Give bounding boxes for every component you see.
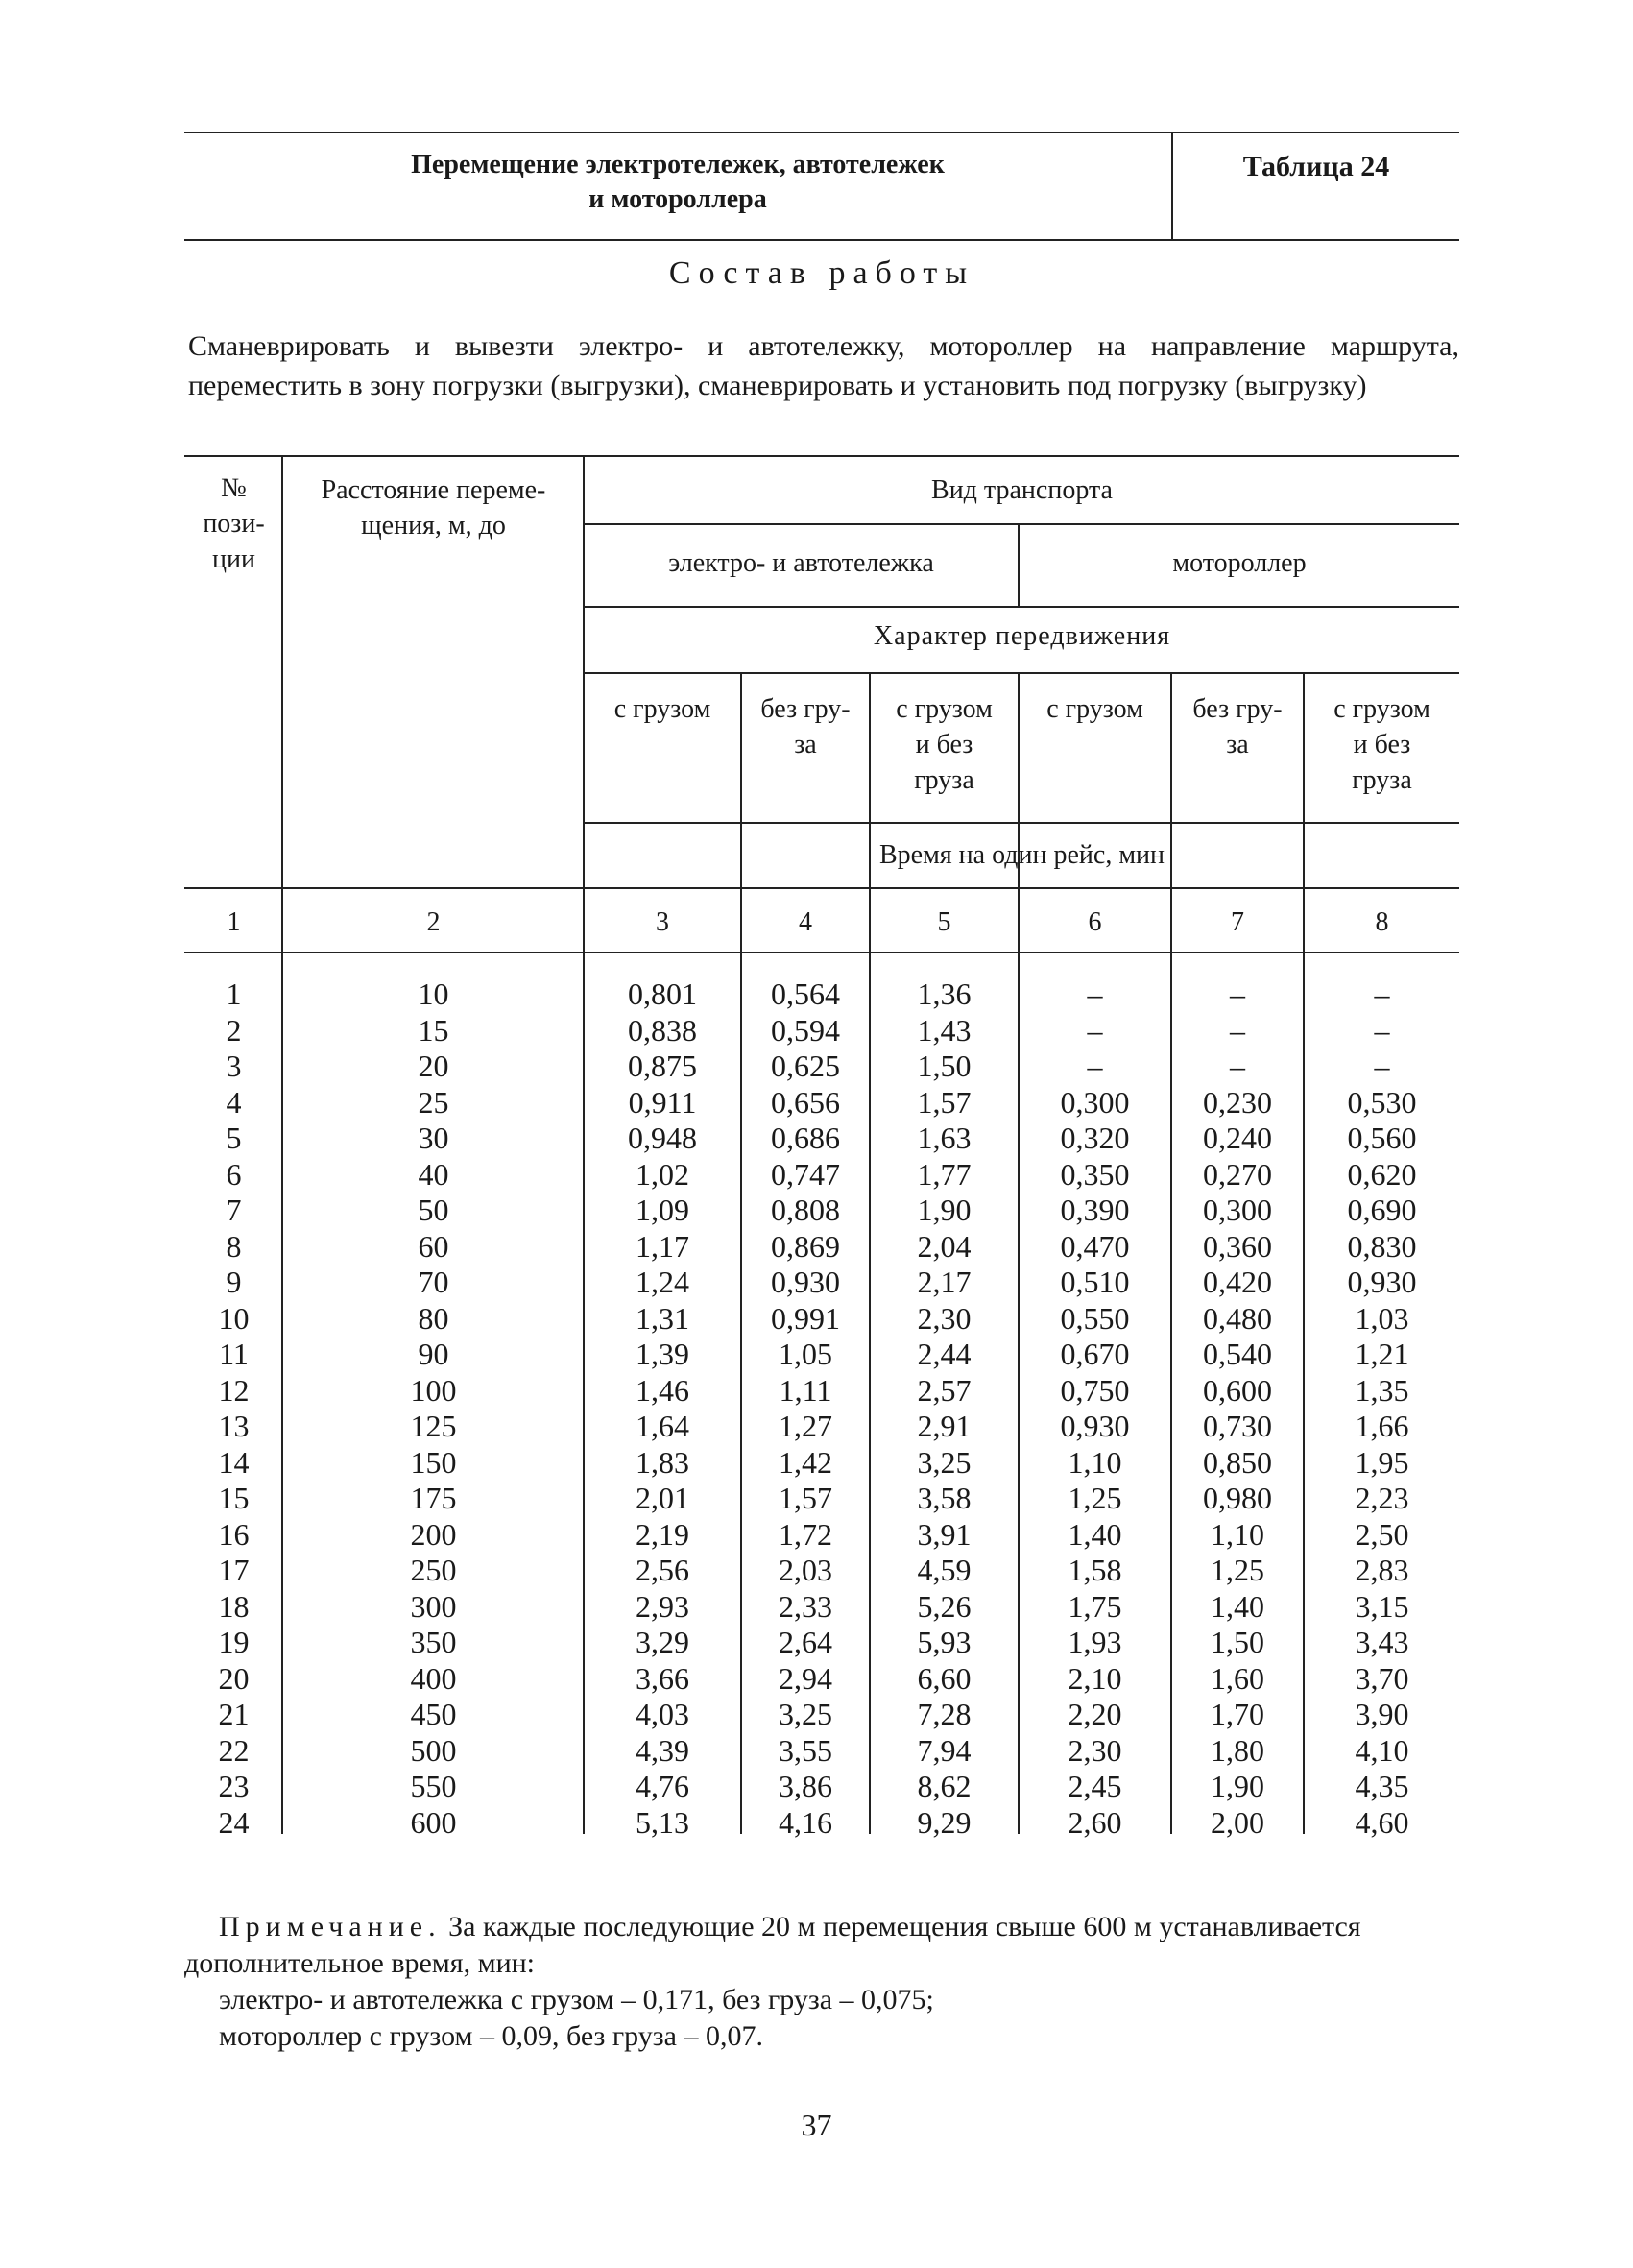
- table-cell: 22: [218, 1732, 250, 1768]
- table-cell: 5,13: [636, 1804, 689, 1840]
- table-cell: 1,40: [1068, 1516, 1122, 1552]
- table-cell: 14: [218, 1444, 250, 1480]
- table-cell: 1,77: [917, 1156, 972, 1192]
- table-cell: 5,26: [917, 1588, 972, 1624]
- table-cell: 0,480: [1203, 1300, 1272, 1336]
- table-cell: 1,31: [636, 1300, 689, 1336]
- table-cell: 2,83: [1355, 1553, 1409, 1587]
- table-cell: 175: [410, 1481, 457, 1515]
- table-cell: 150: [410, 1444, 457, 1480]
- table-cell: 19: [218, 1625, 250, 1659]
- table-cell: 1,70: [1211, 1697, 1264, 1731]
- table-cell: 17: [218, 1553, 250, 1587]
- table-cell: 0,230: [1203, 1084, 1272, 1120]
- table-cell: 90: [418, 1337, 449, 1371]
- table-cell: 1,03: [1355, 1300, 1409, 1336]
- table-cell: 3,55: [779, 1732, 832, 1768]
- table-cell: 2,94: [779, 1660, 832, 1696]
- table-cell: 0,550: [1060, 1300, 1130, 1336]
- table-cell: 250: [410, 1553, 457, 1587]
- footnote-moto: мотороллер с грузом – 0,09, без груза – 0,07.: [219, 2020, 763, 2052]
- header-transport-type: Вид транспорта: [931, 475, 1113, 505]
- table-cell: 10: [418, 977, 449, 1011]
- subheader-line: груза: [1352, 765, 1412, 795]
- table-cell: 0,930: [1060, 1409, 1130, 1443]
- table-cell: 40: [418, 1156, 449, 1192]
- table-cell: 16: [218, 1516, 250, 1552]
- table-cell: 2,10: [1068, 1660, 1122, 1696]
- subheader-line: без гру-: [1192, 694, 1283, 724]
- table-cell: 5: [226, 1121, 242, 1155]
- table-cell: 3,66: [636, 1660, 689, 1696]
- rule-under-character: [584, 672, 1459, 674]
- table-cell: 0,656: [771, 1084, 840, 1120]
- table-cell: 0,270: [1203, 1156, 1272, 1192]
- table-cell: 1,40: [1211, 1588, 1264, 1624]
- table-cell: 1,83: [636, 1444, 689, 1480]
- subheader-line: с грузом: [1333, 694, 1430, 724]
- table-cell: 1,93: [1068, 1625, 1122, 1659]
- rule-under-groups: [584, 606, 1459, 608]
- header-position-line: пози-: [203, 509, 265, 539]
- table-cell: 0,930: [1347, 1265, 1417, 1299]
- table-cell: 3,29: [636, 1625, 689, 1659]
- header-movement-character: Характер передвижения: [873, 621, 1171, 651]
- footnote-main: [184, 1909, 1459, 1982]
- table-cell: 0,390: [1060, 1193, 1130, 1227]
- table-cell: 3,70: [1355, 1660, 1409, 1696]
- column-number: 5: [937, 907, 951, 937]
- page-number: 37: [801, 2108, 832, 2142]
- table-cell: –: [1230, 1012, 1245, 1048]
- table-cell: 4,39: [636, 1732, 689, 1768]
- table-cell: 1,90: [1211, 1769, 1264, 1803]
- table-cell: 2,17: [917, 1265, 972, 1299]
- header-time-per-trip: Время на один рейс, мин: [878, 840, 1165, 870]
- header-position-line: ции: [212, 544, 255, 574]
- table-cell: 1,72: [779, 1516, 832, 1552]
- subheader-line: с грузом: [1046, 694, 1143, 724]
- table-cell: 3: [226, 1049, 242, 1083]
- table-cell: 0,350: [1060, 1156, 1130, 1192]
- table-cell: 0,420: [1203, 1265, 1272, 1299]
- table-cell: 0,300: [1060, 1084, 1130, 1120]
- table-cell: 7,94: [917, 1732, 972, 1768]
- table-cell: 9: [226, 1265, 242, 1299]
- column-number: 7: [1231, 907, 1244, 937]
- subheader-line: с грузом: [613, 694, 711, 724]
- table-cell: 2,23: [1355, 1481, 1409, 1515]
- table-cell: 2,00: [1211, 1804, 1264, 1840]
- footnote-electro: электро- и автотележка с грузом – 0,171, без груза – 0,075;: [219, 1984, 934, 2015]
- subheader-line: с грузом: [896, 694, 993, 724]
- table-cell: 3,43: [1355, 1625, 1409, 1659]
- table-cell: 0,240: [1203, 1121, 1272, 1155]
- table-cell: 2,19: [636, 1516, 689, 1552]
- table-cell: –: [1087, 1049, 1103, 1083]
- table-cell: 0,830: [1347, 1228, 1417, 1264]
- table-cell: 0,594: [771, 1012, 840, 1048]
- table-cell: 1,90: [917, 1193, 972, 1227]
- table-cell: 1,39: [636, 1337, 689, 1371]
- table-cell: 450: [410, 1697, 457, 1731]
- table-cell: 0,300: [1203, 1193, 1272, 1227]
- table-cell: 13: [218, 1409, 250, 1443]
- table-cell: 4,59: [917, 1553, 972, 1587]
- table-cell: 10: [218, 1300, 250, 1336]
- table-cell: 300: [410, 1588, 457, 1624]
- table-cell: 8,62: [917, 1769, 972, 1803]
- table-cell: 0,730: [1203, 1409, 1272, 1443]
- table-cell: –: [1374, 1012, 1390, 1048]
- table-cell: 3,90: [1355, 1697, 1409, 1731]
- table-cell: 2,30: [917, 1300, 972, 1336]
- table-cell: 0,875: [628, 1049, 697, 1083]
- table-cell: 30: [418, 1121, 449, 1155]
- table-cell: 2,44: [917, 1337, 972, 1371]
- subheader-line: и без: [915, 730, 973, 760]
- column-number: 3: [656, 907, 669, 937]
- table-cell: 1,25: [1068, 1481, 1122, 1515]
- table-cell: 1,95: [1355, 1444, 1409, 1480]
- table-cell: 7,28: [917, 1697, 972, 1731]
- subheader-col4: [742, 691, 869, 762]
- table-cell: 9,29: [917, 1804, 972, 1840]
- table-cell: 1,57: [779, 1481, 832, 1515]
- table-heading-line1: Перемещение электротележек, автотележек: [411, 150, 945, 180]
- table-cell: 1,75: [1068, 1588, 1122, 1624]
- header-divider: [1171, 132, 1173, 240]
- table-cell: 20: [218, 1660, 250, 1696]
- subheader-col6: [1020, 691, 1170, 727]
- table-cell: 4,16: [779, 1804, 832, 1840]
- table-cell: 1,43: [917, 1012, 972, 1048]
- table-cell: 1,60: [1211, 1660, 1264, 1696]
- table-cell: 0,930: [771, 1265, 840, 1299]
- table-cell: –: [1230, 1049, 1245, 1083]
- table-cell: 1,02: [636, 1156, 689, 1192]
- intro-text: Сманеврировать и вывезти электро- и автотележку, мотороллер на направление маршрута, переместить в зону погрузки (выгрузки), сманеврировать и установить под погрузку (выгрузку): [188, 330, 1459, 401]
- header-position-number: [186, 470, 281, 577]
- table-cell: 8: [226, 1228, 242, 1264]
- table-cell: 4,10: [1355, 1732, 1409, 1768]
- table-cell: 1,42: [779, 1444, 832, 1480]
- table-cell: 1,17: [636, 1228, 689, 1264]
- table-cell: 2: [226, 1012, 242, 1048]
- table-cell: 0,838: [628, 1012, 697, 1048]
- table-cell: 1,80: [1211, 1732, 1264, 1768]
- table-cell: 0,991: [771, 1300, 840, 1336]
- table-cell: 20: [418, 1049, 449, 1083]
- table-cell: 1,46: [636, 1372, 689, 1408]
- table-cell: 0,747: [771, 1156, 840, 1192]
- table-cell: 1,11: [779, 1372, 832, 1408]
- rule-under-subheaders: [584, 822, 1459, 824]
- table-cell: 0,620: [1347, 1156, 1417, 1192]
- table-cell: 18: [218, 1588, 250, 1624]
- table-cell: 1,27: [779, 1409, 832, 1443]
- footnote-text: За каждые последующие 20 м перемещения свыше 600 м устанавливается дополнительное время, мин:: [184, 1911, 1361, 1979]
- column-number: 4: [799, 907, 812, 937]
- table-cell: 2,20: [1068, 1697, 1122, 1731]
- header-position-line: №: [221, 473, 247, 503]
- table-cell: 0,869: [771, 1228, 840, 1264]
- table-cell: 7: [226, 1193, 242, 1227]
- footnote: [184, 1909, 1459, 2055]
- subheader-line: за: [794, 730, 817, 760]
- table-cell: 1: [226, 977, 242, 1011]
- table-cell: 0,808: [771, 1193, 840, 1227]
- table-cell: 0,510: [1060, 1265, 1130, 1299]
- footnote-label: Примечание.: [219, 1911, 442, 1942]
- table-cell: 4: [226, 1084, 242, 1120]
- table-cell: 6,60: [917, 1660, 972, 1696]
- table-cell: 3,15: [1355, 1588, 1409, 1624]
- table-cell: 1,10: [1068, 1444, 1122, 1480]
- table-cell: 21: [218, 1697, 250, 1731]
- table-cell: –: [1230, 977, 1245, 1011]
- table-cell: 12: [218, 1372, 250, 1408]
- table-cell: –: [1087, 977, 1103, 1011]
- vrule-col1: [281, 455, 283, 1834]
- table-cell: 2,64: [779, 1625, 832, 1659]
- table-cell: 0,540: [1203, 1337, 1272, 1371]
- column-number: 2: [426, 907, 441, 937]
- table-cell: 0,360: [1203, 1228, 1272, 1264]
- table-cell: 60: [418, 1228, 449, 1264]
- table-cell: 25: [418, 1084, 449, 1120]
- table-cell: 15: [418, 1012, 449, 1048]
- column-number: 1: [227, 907, 241, 937]
- table-cell: 2,45: [1068, 1769, 1122, 1803]
- table-cell: 500: [410, 1732, 457, 1768]
- table-cell: 1,24: [636, 1265, 689, 1299]
- subheader-line: без гру-: [760, 694, 851, 724]
- table-cell: 0,850: [1203, 1444, 1272, 1480]
- table-cell: 1,57: [917, 1084, 972, 1120]
- table-cell: 2,04: [917, 1228, 972, 1264]
- header-group-electro: электро- и автотележка: [668, 548, 934, 578]
- rule-under-header: [184, 887, 1459, 889]
- table-cell: 1,09: [636, 1193, 689, 1227]
- table-cell: 1,05: [779, 1337, 832, 1371]
- table-cell: 3,58: [917, 1481, 972, 1515]
- table-cell: 1,58: [1068, 1553, 1122, 1587]
- table-cell: 24: [218, 1804, 250, 1840]
- table-cell: 0,686: [771, 1121, 840, 1155]
- table-cell: 4,35: [1355, 1769, 1409, 1803]
- table-cell: –: [1087, 1012, 1103, 1048]
- subheader-col5: [871, 691, 1018, 798]
- subheader-line: за: [1226, 730, 1249, 760]
- table-cell: 0,470: [1060, 1228, 1130, 1264]
- table-cell: 15: [218, 1481, 250, 1515]
- table-label: Таблица 24: [1242, 151, 1390, 182]
- table-cell: 0,625: [771, 1049, 840, 1083]
- table-cell: 23: [218, 1769, 250, 1803]
- table-cell: 2,01: [636, 1481, 689, 1515]
- rule-under-transport: [584, 523, 1459, 525]
- table-cell: 1,50: [1211, 1625, 1264, 1659]
- table-cell: 200: [410, 1516, 457, 1552]
- column-number: 6: [1088, 907, 1102, 937]
- table-cell: 3,25: [779, 1697, 832, 1731]
- table-heading: [184, 148, 1171, 217]
- table-cell: 550: [410, 1769, 457, 1803]
- rule-table-top: [184, 455, 1459, 457]
- table-cell: 5,93: [917, 1625, 972, 1659]
- table-cell: 4,03: [636, 1697, 689, 1731]
- table-cell: 1,35: [1355, 1372, 1409, 1408]
- table-cell: 6: [226, 1156, 242, 1192]
- subheader-line: груза: [914, 765, 974, 795]
- table-cell: 4,76: [636, 1769, 689, 1803]
- table-cell: 1,25: [1211, 1553, 1264, 1587]
- header-distance-line: Расстояние переме-: [321, 475, 546, 505]
- table-cell: 0,320: [1060, 1121, 1130, 1155]
- table-cell: 1,66: [1355, 1409, 1409, 1443]
- header-distance: [284, 472, 583, 543]
- table-cell: 0,600: [1203, 1372, 1272, 1408]
- table-cell: 0,530: [1347, 1084, 1417, 1120]
- table-cell: 2,30: [1068, 1732, 1122, 1768]
- table-cell: 0,560: [1347, 1121, 1417, 1155]
- subheader-col7: [1172, 691, 1303, 762]
- rule-under-colnums: [184, 952, 1459, 953]
- table-cell: 4,60: [1355, 1804, 1409, 1840]
- table-cell: 125: [410, 1409, 457, 1443]
- table-cell: 0,670: [1060, 1337, 1130, 1371]
- table-cell: 3,91: [917, 1516, 972, 1552]
- subheader-line: и без: [1353, 730, 1411, 760]
- table-cell: 2,50: [1355, 1516, 1409, 1552]
- table-cell: –: [1374, 1049, 1390, 1083]
- subheader-col8: [1305, 691, 1459, 798]
- table-cell: 1,63: [917, 1121, 972, 1155]
- header-distance-line: щения, м, до: [361, 511, 506, 541]
- table-cell: 0,750: [1060, 1372, 1130, 1408]
- table-cell: 1,10: [1211, 1516, 1264, 1552]
- table-cell: 0,948: [628, 1121, 697, 1155]
- table-cell: 80: [418, 1300, 449, 1336]
- table-cell: 2,56: [636, 1553, 689, 1587]
- header-bottom-rule: [184, 239, 1459, 241]
- table-cell: 3,25: [917, 1444, 972, 1480]
- table-cell: 1,36: [917, 977, 972, 1011]
- table-cell: 0,564: [771, 977, 840, 1011]
- table-cell: 350: [410, 1625, 457, 1659]
- table-cell: 2,03: [779, 1553, 832, 1587]
- table-cell: 100: [410, 1372, 457, 1408]
- table-cell: 600: [410, 1804, 457, 1840]
- table-cell: 2,60: [1068, 1804, 1122, 1840]
- table-cell: 70: [418, 1265, 449, 1299]
- table-heading-line2: и мотороллера: [588, 184, 767, 214]
- table-cell: 2,93: [636, 1588, 689, 1624]
- table-cell: 2,91: [917, 1409, 972, 1443]
- table-cell: 2,33: [779, 1588, 832, 1624]
- table-cell: 11: [219, 1337, 249, 1371]
- table-cell: 50: [418, 1193, 449, 1227]
- header-top-rule: [184, 132, 1459, 133]
- table-cell: 0,911: [628, 1084, 697, 1120]
- table-cell: 1,21: [1355, 1337, 1409, 1371]
- table-cell: 0,690: [1347, 1193, 1417, 1227]
- table-cell: 400: [410, 1660, 457, 1696]
- table-cell: 3,86: [779, 1769, 832, 1803]
- table-cell: 0,980: [1203, 1481, 1272, 1515]
- table-cell: 1,64: [636, 1409, 689, 1443]
- section-title: Состав работы: [668, 255, 975, 291]
- table-cell: 2,57: [917, 1372, 972, 1408]
- subheader-col3: [585, 691, 740, 727]
- table-cell: –: [1374, 977, 1390, 1011]
- table-cell: 0,801: [628, 977, 697, 1011]
- column-number: 8: [1375, 907, 1389, 937]
- table-cell: 1,50: [917, 1049, 972, 1083]
- header-group-moto: мотороллер: [1172, 548, 1307, 578]
